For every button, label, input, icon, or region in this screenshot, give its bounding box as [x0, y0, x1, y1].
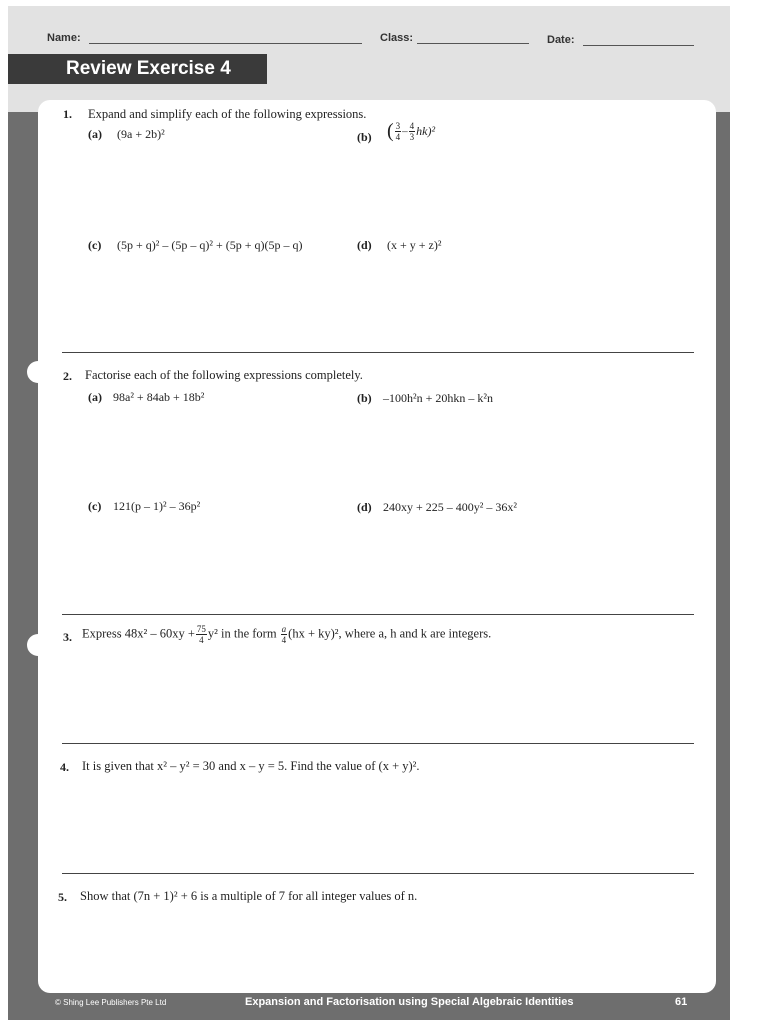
- binder-hole-bottom: [27, 634, 49, 656]
- date-field[interactable]: [583, 45, 694, 46]
- q1d-label: (d): [357, 238, 372, 252]
- q4-text: It is given that x² – y² = 30 and x – y = 5. Find the value of (x + y)².: [82, 759, 420, 773]
- page-number: 61: [675, 996, 688, 1008]
- q2a-expression: 98a² + 84ab + 18b²: [113, 390, 205, 404]
- q1b-fraction-2: $\frac{4}{3}$: [409, 121, 415, 142]
- q1c-expression: (5p + q)² – (5p – q)² + (5p + q)(5p – q): [117, 238, 303, 252]
- q3-fraction-1: $\frac{75}{4}$: [196, 624, 206, 645]
- name-field[interactable]: [89, 43, 362, 44]
- q1b-fraction-1: $\frac{3}{4}$: [395, 121, 401, 142]
- divider-1: [62, 352, 694, 353]
- q2d-expression: 240xy + 225 – 400y² – 36x²: [383, 500, 517, 514]
- q2b-label: (b): [357, 391, 372, 405]
- class-label: Class:: [380, 32, 414, 44]
- q4-number: 4.: [60, 760, 69, 774]
- class-field[interactable]: [417, 43, 529, 44]
- q2d-label: (d): [357, 500, 372, 514]
- date-label: Date:: [547, 34, 575, 46]
- q1a-label: (a): [88, 127, 102, 141]
- footer-publisher: © Shing Lee Publishers Pte Ltd: [55, 998, 167, 1007]
- q3-text: Express 48x² – 60xy + $\frac{75}{4}$ y² in the form $\frac{a}{4}$ (hx + ky)², where a, h and k are integers.: [82, 624, 492, 645]
- q2-text: Factorise each of the following expressions completely.: [85, 368, 363, 382]
- q1a-expression: (9a + 2b)²: [117, 127, 165, 141]
- binder-hole-top: [27, 361, 49, 383]
- q3-number: 3.: [63, 630, 72, 644]
- divider-4: [62, 873, 694, 874]
- divider-3: [62, 743, 694, 744]
- worksheet-card: [38, 100, 716, 993]
- q1-number: 1.: [63, 107, 72, 121]
- q5-text: Show that (7n + 1)² + 6 is a multiple of 7 for all integer values of n.: [80, 889, 418, 903]
- footer-chapter-title: Expansion and Factorisation using Special Algebraic Identities: [245, 996, 574, 1008]
- name-label: Name:: [47, 32, 81, 44]
- q5-number: 5.: [58, 890, 67, 904]
- q2a-label: (a): [88, 390, 102, 404]
- q1b-label: (b): [357, 130, 372, 144]
- q1b-expression: ( $\frac{3}{4}$ – $\frac{4}{3}$ hk)²: [387, 120, 436, 142]
- q3-fraction-2: $\frac{a}{4}$: [281, 624, 287, 645]
- q2c-expression: 121(p – 1)² – 36p²: [113, 499, 201, 513]
- q2c-label: (c): [88, 499, 102, 513]
- page-title: Review Exercise 4: [66, 58, 231, 79]
- q1-text: Expand and simplify each of the following expressions.: [88, 107, 367, 121]
- q2b-expression: –100h²n + 20hkn – k²n: [383, 391, 493, 405]
- q2-number: 2.: [63, 369, 72, 383]
- q1d-expression: (x + y + z)²: [387, 238, 442, 252]
- q1c-label: (c): [88, 238, 102, 252]
- divider-2: [62, 614, 694, 615]
